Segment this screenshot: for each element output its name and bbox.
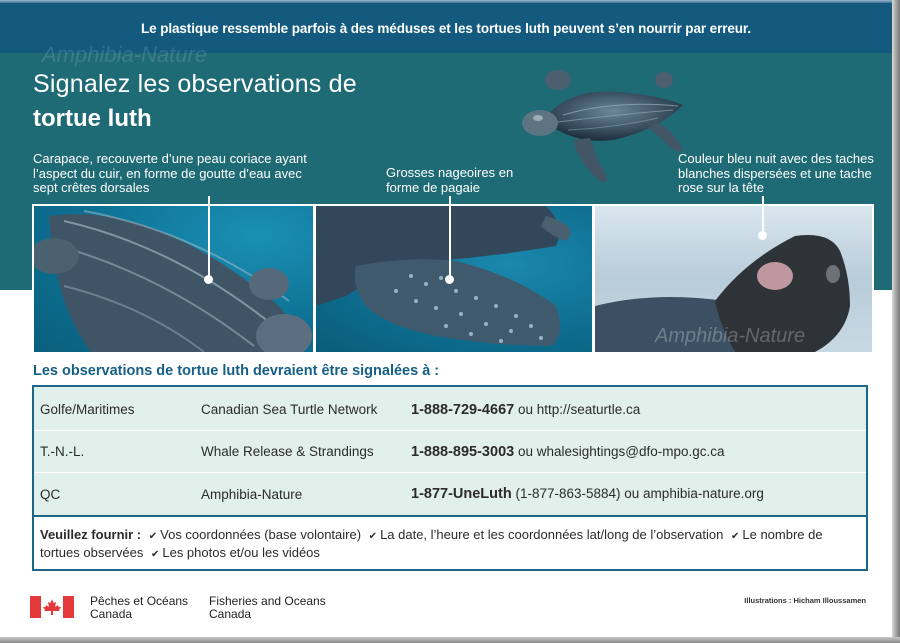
contact-region: T.-N.-L. <box>40 444 85 459</box>
contact-region: Golfe/Maritimes <box>40 402 135 417</box>
pointer-dot-color <box>758 231 767 240</box>
page-title-line2: tortue luth <box>33 105 152 132</box>
pointer-line-flippers <box>449 196 451 278</box>
provide-info-box <box>34 515 866 569</box>
provide-item: Le nombre de tortues observées <box>40 527 823 560</box>
carapace-drawing <box>34 206 313 352</box>
check-icon: ✔ <box>368 531 378 542</box>
contacts-table <box>32 385 868 571</box>
department-name-en <box>209 595 326 620</box>
contact-phone[interactable]: 1-888-895-3003 <box>411 443 515 460</box>
contact-region: QC <box>40 486 61 502</box>
flipper-illustration <box>316 206 592 352</box>
pointer-dot-carapace <box>204 275 213 284</box>
contact-phone[interactable]: 1-888-729-4667 <box>411 401 515 418</box>
contacts-heading: Les observations de tortue luth devraient être signalées à : <box>33 363 440 379</box>
contact-details <box>411 402 640 418</box>
contact-organization: Amphibia-Nature <box>201 486 303 502</box>
department-fr-line2: Canada <box>90 606 133 621</box>
department-en-line2: Canada <box>209 606 252 621</box>
leatherback-turtle-illustration <box>518 60 693 188</box>
flipper-drawing <box>316 206 592 352</box>
check-icon: ✔ <box>150 549 160 560</box>
pointer-line-color <box>762 196 764 234</box>
head-photo <box>595 206 872 352</box>
head-drawing <box>595 206 872 352</box>
provide-item: Vos coordonnées (base volontaire) <box>160 527 362 542</box>
check-icon: ✔ <box>148 531 158 542</box>
canada-flag-icon <box>30 596 74 618</box>
contact-organization: Whale Release & Strandings <box>201 444 374 459</box>
provide-item: Les photos et/ou les vidéos <box>162 545 320 560</box>
contact-phone[interactable]: 1-877-UneLuth <box>411 486 512 502</box>
pointer-line-carapace <box>208 196 210 278</box>
contact-row <box>34 473 866 515</box>
banner-text: Le plastique ressemble parfois à des méduses et les tortues luth peuvent s’en nourrir par erreur. <box>140 20 751 36</box>
illustration-credit: Illustrations : Hicham Illoussamen <box>744 596 866 605</box>
contact-extra[interactable]: ou whalesightings@dfo-mpo.gc.ca <box>514 443 725 459</box>
contact-organization: Canadian Sea Turtle Network <box>201 402 378 417</box>
contact-extra[interactable]: ou http://seaturtle.ca <box>514 401 641 417</box>
contact-details <box>411 486 764 502</box>
feature-caption-carapace: Carapace, recouverte d’une peau coriace ayant l’aspect du cuir, en forme de goutte d’eau avec sept crêtes dorsales <box>33 151 307 195</box>
carapace-illustration <box>34 206 313 352</box>
contact-details <box>411 444 725 460</box>
check-icon: ✔ <box>730 531 740 542</box>
photo-watermark: Amphibia-Nature <box>655 325 806 347</box>
pointer-dot-flippers <box>445 275 454 284</box>
department-fr-line1: Pêches et Océans <box>90 594 189 608</box>
frame-right-edge <box>892 0 900 643</box>
department-en-line1: Fisheries and Oceans <box>209 594 326 608</box>
contact-row <box>34 431 866 473</box>
page-title-line1: Signalez les observations de <box>33 70 357 98</box>
frame-bottom-edge <box>0 637 900 643</box>
department-name-fr <box>90 595 188 620</box>
watermark: Amphibia-Nature <box>42 42 208 67</box>
contact-row <box>34 389 866 431</box>
feature-caption-color: Couleur bleu nuit avec des taches blanches dispersées et une tache rose sur la tête <box>678 151 874 195</box>
contact-extra[interactable]: (1-877-863-5884) ou amphibia-nature.org <box>511 486 764 501</box>
provide-label: Veuillez fournir : <box>40 527 142 542</box>
provide-item: La date, l’heure et les coordonnées lat/long de l’observation <box>380 527 724 542</box>
feature-caption-flippers: Grosses nageoires en forme de pagaie <box>386 165 514 195</box>
